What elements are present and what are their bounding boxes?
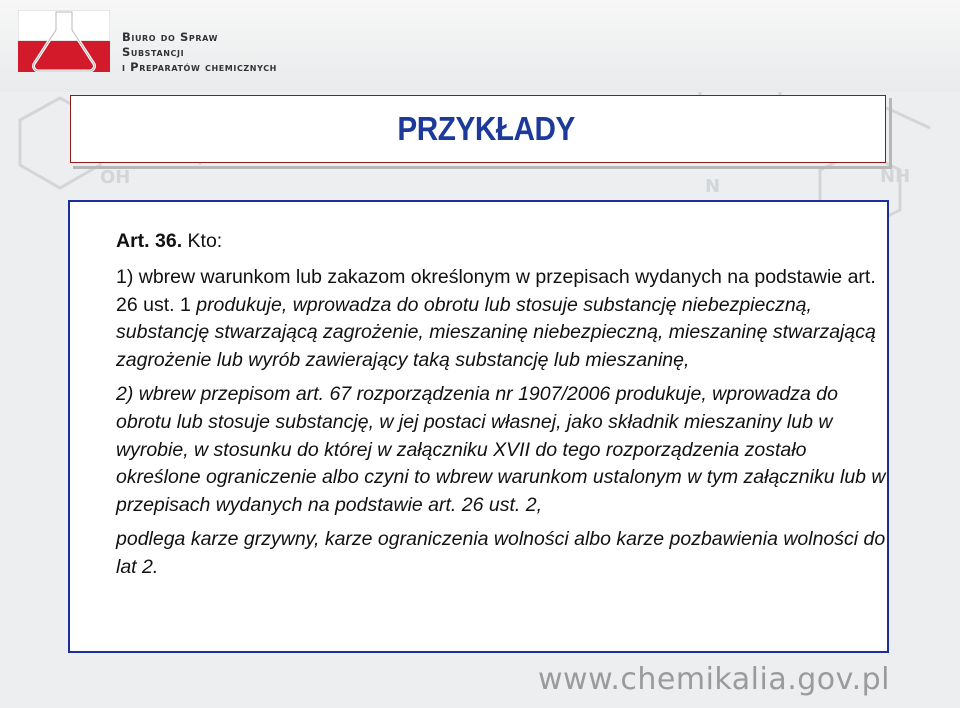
logo-line-1: Biuro do Spraw <box>122 30 219 44</box>
article-penalty: podlega karze grzywny, karze ograniczenia wolności albo karze pozbawienia wolności do lat 2. <box>116 527 886 578</box>
article-number: Art. 36. <box>116 230 183 252</box>
flask-flag-logo-icon <box>18 10 110 72</box>
article-item-1-italic: produkuje, wprowadza do obrotu lub stosuje substancję niebezpieczną, substancję stwarzającą zagrożenie, mieszaninę niebezpieczną, mieszaninę stwarzającą zagrożenie lub wyrób zawierający taką substancję lub mieszaninę, <box>116 293 876 372</box>
article-item-1-upright: 1) wbrew warunkom lub zakazom określonym w przepisach wydanych na podstawie art. 26 ust. 1 <box>116 265 876 316</box>
logo-line-3: i Preparatów chemicznych <box>122 60 277 74</box>
logo-line-2: Substancji <box>122 45 185 59</box>
page-title: PRZYKŁADY <box>397 110 575 147</box>
article-item-2: 2) wbrew przepisom art. 67 rozporządzenia nr 1907/2006 produkuje, wprowadza do obrotu lub stosuje substancję, w jej postaci własnej, jako składnik mieszaniny lub w wyrobie, w stosunku do której w załączniku XVII do tego rozporządzenia zostało określone ograniczenie albo czyni to wbrew warunkom ustalonym w tym załączniku lub w przepisach wydanych na podstawie art. 26 ust. 2, <box>116 382 886 517</box>
article-item-1 <box>116 264 886 375</box>
svg-text:NH: NH <box>880 166 911 187</box>
logo-text <box>122 30 277 75</box>
svg-text:N: N <box>705 176 721 197</box>
article-text <box>116 228 886 582</box>
title-box <box>70 95 886 163</box>
content-box <box>68 200 889 653</box>
article-heading-rest: Kto: <box>182 230 223 252</box>
footer-url: www.chemikalia.gov.pl <box>538 662 890 697</box>
article-heading <box>116 228 886 256</box>
svg-text:OH: OH <box>100 167 131 188</box>
